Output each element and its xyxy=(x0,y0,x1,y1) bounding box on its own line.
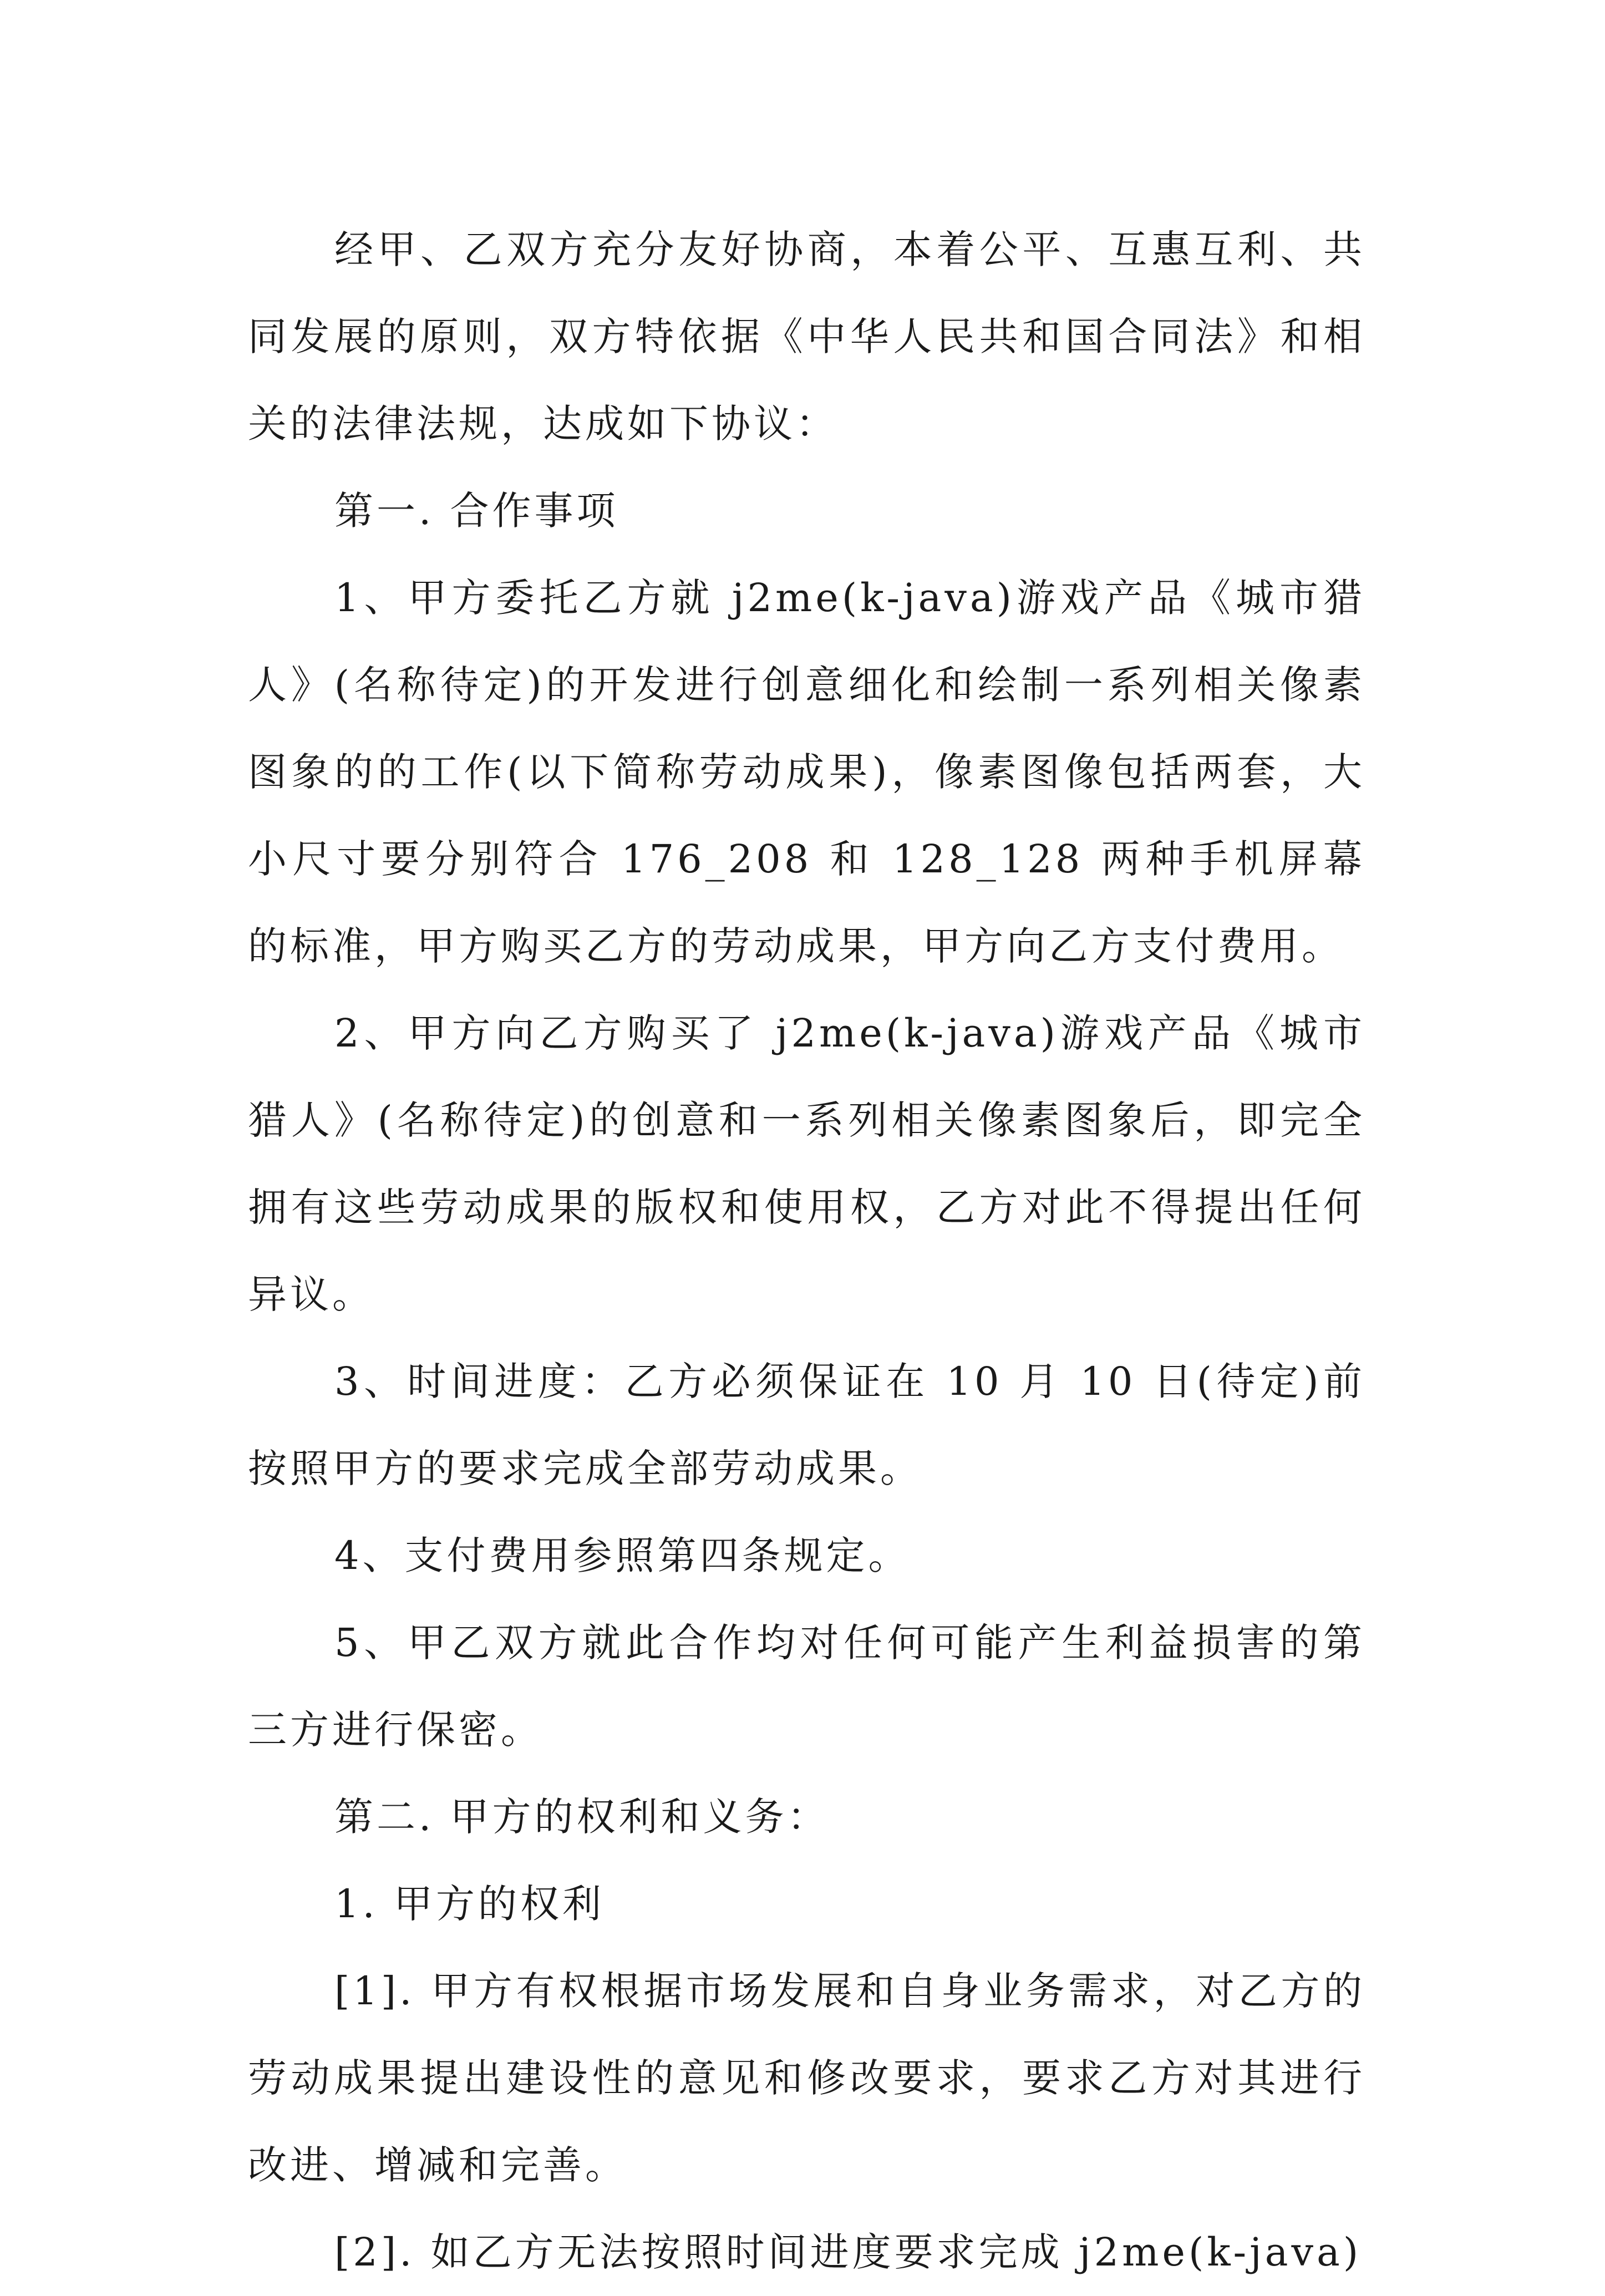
clause-paragraph: 5、甲乙双方就此合作均对任何可能产生利益损害的第三方进行保密。 xyxy=(248,1620,1365,1753)
subsection-heading: 1. 甲方的权利 xyxy=(334,1881,605,1927)
clause-paragraph: 2、甲方向乙方购买了 j2me(k-java)游戏产品《城市猎人》(名称待定)的创意和一系列相关像素图象后，即完全拥有这些劳动成果的版权和使用权，乙方对此不得提出任何异议。 xyxy=(248,1010,1365,1317)
section-heading-party-a: 第二. 甲方的权利和义务： xyxy=(334,1794,830,1840)
document-body xyxy=(248,206,1365,2296)
clause-paragraph: 4、支付费用参照第四条规定。 xyxy=(334,1533,911,1578)
clause-paragraph: 3、时间进度：乙方必须保证在 10 月 10 日(待定)前按照甲方的要求完成全部劳动成果。 xyxy=(248,1359,1365,1491)
clause-paragraph: 1、甲方委托乙方就 j2me(k-java)游戏产品《城市猎人》(名称待定)的开发进行创意细化和绘制一系列相关像素图象的的工作(以下简称劳动成果)，像素图像包括两套，大小尺寸要分别符合 176_208 和 128_128 两种手机屏幕的标准，甲方购买乙方的劳动成果，甲方向乙方支付费用。 xyxy=(248,575,1365,969)
section-heading-cooperation: 第一. 合作事项 xyxy=(334,488,619,534)
clause-paragraph: [1]. 甲方有权根据市场发展和自身业务需求，对乙方的劳动成果提出建设性的意见和修改要求，要求乙方对其进行改进、增减和完善。 xyxy=(248,1968,1365,2188)
preamble-paragraph: 经甲、乙双方充分友好协商，本着公平、互惠互利、共同发展的原则，双方特依据《中华人民共和国合同法》和相关的法律法规，达成如下协议： xyxy=(248,227,1365,446)
clause-paragraph: [2]. 如乙方无法按照时间进度要求完成 j2me(k-java) xyxy=(334,2229,1362,2275)
